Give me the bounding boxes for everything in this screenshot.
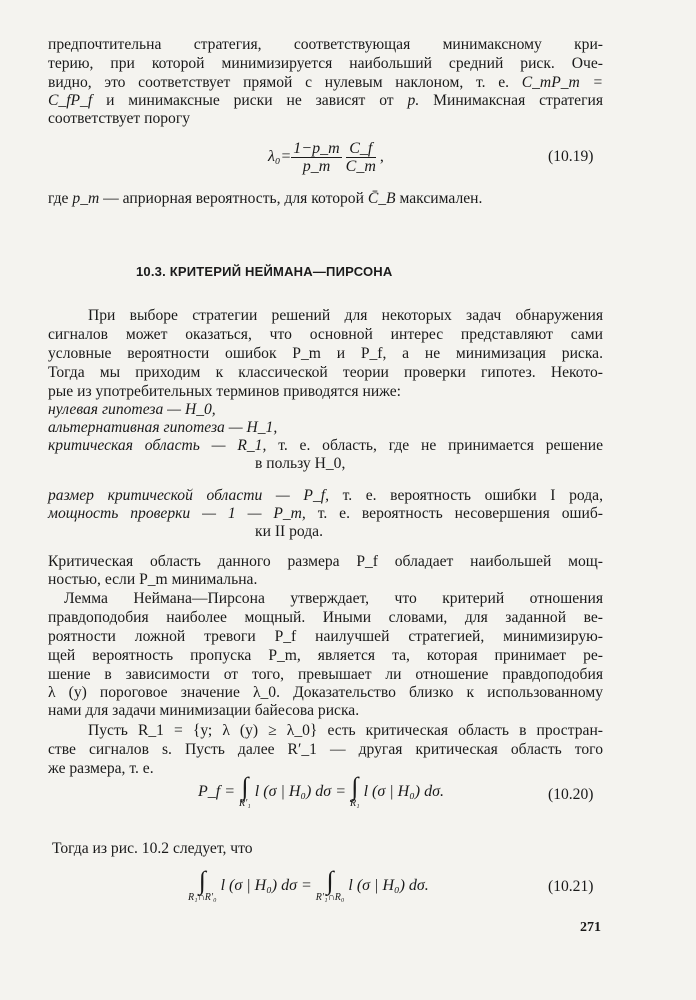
term-line: критическая область — R_1, т. е. область, где не принимается решение — [48, 437, 604, 454]
equation-label: (10.20) — [548, 786, 594, 803]
section-heading: 10.3. КРИТЕРИЙ НЕЙМАНА—ПИРСОНА — [136, 264, 393, 279]
term-line: мощность проверки — 1 — P_m, т. е. вероятность несовершения ошиб- — [48, 505, 603, 522]
text-line: условные вероятности ошибок P_m и P_f, а не минимизация риска. — [48, 345, 603, 362]
text-line: щей вероятность пропуска P_m, является та, которая принимает ре- — [48, 647, 603, 664]
text-line: шение в зависимости от того, превышает ли отношение правдоподобия — [48, 666, 603, 683]
text-line: правдоподобия наиболее мощный. Иными словами, для заданной ве- — [48, 609, 603, 626]
term-line: нулевая гипотеза — H_0, — [48, 401, 216, 418]
term-line: в пользу H_0, — [255, 455, 346, 472]
text-line: стве сигналов s. Пусть далее R′_1 — другая критическая область того — [48, 741, 603, 758]
equation-10-21: ∫ R₁∩R′₀ l (σ | H₀) dσ = ∫ R′₁∩R₀ l (σ | H₀) dσ. — [188, 866, 429, 903]
text-line: Критическая область данного размера P_f обладает наибольшей мощ- — [48, 553, 603, 570]
text-line: предпочтительна стратегия, соответствующая минимаксному кри- — [48, 36, 603, 53]
text-line: соответствует порогу — [48, 110, 191, 127]
text-line: роятности ложной тревоги P_f наилучшей стратегией, минимизирую- — [48, 628, 603, 645]
page-number: 271 — [580, 920, 601, 935]
equation-10-19: λ₀= $\frac{1-p\_m}{p\_m}$ $\frac{C\_f}{C\_m}$ , — [268, 140, 384, 175]
text-line: C_fP_f и минимаксные риски не зависят от p. Минимаксная стратегия — [48, 92, 604, 109]
text-line: видно, это соответствует прямой с нулевым наклоном, т. е. C_mP_m = — [48, 74, 603, 91]
text-line: где p_m — априорная вероятность, для которой C̄_B максимален. — [48, 190, 483, 207]
term-line: размер критической области — P_f, т. е. вероятность ошибки I рода, — [48, 487, 603, 504]
text-line: терию, при которой минимизируется наибольший средний риск. Оче- — [48, 55, 603, 72]
text-line: Тогда из рис. 10.2 следует, что — [52, 840, 253, 857]
text-line: Лемма Неймана—Пирсона утверждает, что критерий отношения — [64, 590, 603, 607]
term-line: ки II рода. — [255, 523, 324, 540]
text-line: Пусть R_1 = {у; λ (у) ≥ λ_0} есть критическая область в простран- — [88, 722, 603, 739]
text-line: λ (у) пороговое значение λ_0. Доказательство близко к использованному — [48, 684, 603, 701]
text-line: ностью, если P_m минимальна. — [48, 571, 258, 588]
text-line: сигналов может оказаться, что основной интерес представляют сами — [48, 326, 603, 343]
text-line: нами для задачи минимизации байесова риска. — [48, 702, 360, 719]
equation-10-20: P_f = ∫ R′₁ l (σ | H₀) dσ = ∫ R₁ l (σ | H₀) dσ. — [198, 772, 444, 809]
term-line: альтернативная гипотеза — H_1, — [48, 419, 278, 436]
text-line: же размера, т. е. — [48, 760, 154, 777]
text-line: рые из употребительных терминов приводятся ниже: — [48, 383, 401, 400]
equation-label: (10.19) — [548, 148, 594, 165]
text-line: При выборе стратегии решений для некоторых задач обнаружения — [88, 307, 603, 324]
text-line: Тогда мы приходим к классической теории проверки гипотез. Некото- — [48, 364, 603, 381]
equation-label: (10.21) — [548, 878, 594, 895]
